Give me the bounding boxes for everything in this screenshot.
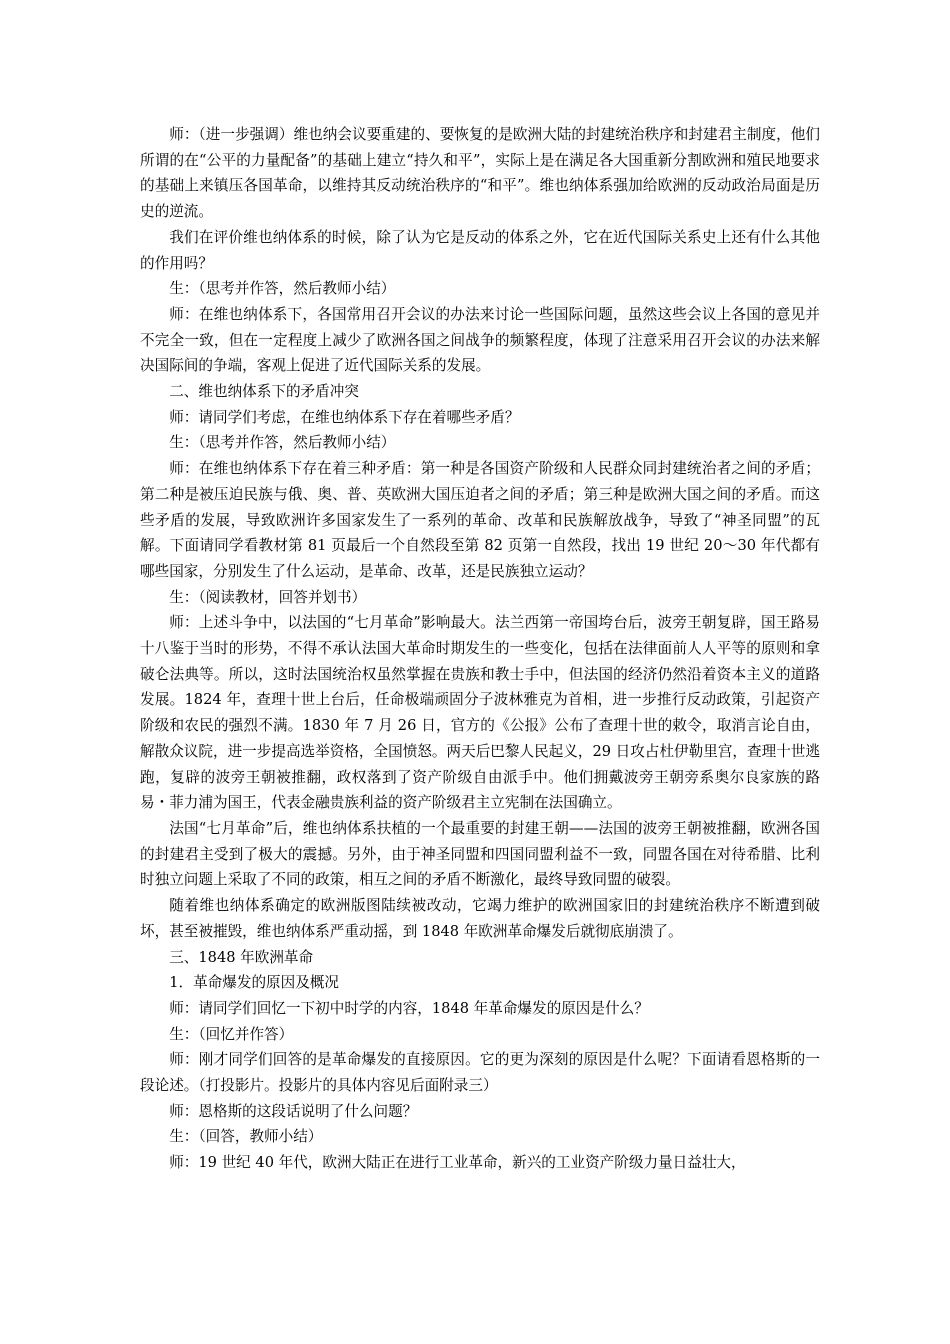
paragraph: 生：（回答，教师小结）: [169, 1128, 323, 1146]
paragraph: 法国“七月革命”后，维也纳体系扶植的一个最重要的封建王朝——法国的波旁王朝被推翻，欧洲各国的封建君主受到了极大的震撼。另外，由于神圣同盟和四国同盟利益不一致，同盟各国在对待希腊、比利时独立问题上采取了不同的政策，相互之间的矛盾不断激化，最终导致同盟的破裂。: [140, 819, 820, 889]
paragraph: 师：19 世纪 40 年代，欧洲大陆正在进行工业革命，新兴的工业资产阶级力量日益壮大，: [169, 1154, 746, 1172]
paragraph: 生：（思考并作答，然后教师小结）: [169, 280, 396, 298]
paragraph: 师：请同学们回忆一下初中时学的内容，1848 年革命爆发的原因是什么？: [169, 999, 649, 1017]
paragraph: 我们在评价维也纳体系的时候，除了认为它是反动的体系之外，它在近代国际关系史上还有什么其他的作用吗？: [140, 228, 820, 272]
section-heading: 三、1848 年欧洲革命: [169, 948, 314, 966]
paragraph: 生：（阅读教材，回答并划书）: [169, 588, 367, 606]
paragraph: 生：（思考并作答，然后教师小结）: [169, 434, 396, 452]
document-body: [140, 122, 820, 1176]
paragraph: 师：请同学们考虑，在维也纳体系下存在着哪些矛盾？: [169, 408, 520, 426]
paragraph: 师：上述斗争中，以法国的“七月革命”影响最大。法兰西第一帝国垮台后，波旁王朝复辟，国王路易十八鉴于当时的形势，不得不承认法国大革命时期发生的一些变化，包括在法律面前人人平等的原则和拿破仑法典等。所以，这时法国统治权虽然掌握在贵族和教士手中，但法国的经济仍然沿着资本主义的道路发展。1824 年，查理十世上台后，任命极端顽固分子波林雅克为首相，进一步推行反动政策，引起资产阶级和农民的强烈不满。1830 年 7 月 26 日，官方的《公报》公布了查理十世的敕令，取消言论自由，解散众议院，进一步提高选举资格，全国愤怒。两天后巴黎人民起义，29 日攻占杜伊勒里宫，查理十世逃跑，复辟的波旁王朝被推翻，政权落到了资产阶级自由派手中。他们拥戴波旁王朝旁系奥尔良家族的路易・菲力浦为国王，代表金融贵族利益的资产阶级君主立宪制在法国确立。: [140, 614, 820, 812]
paragraph: 生：（回忆并作答）: [169, 1025, 294, 1043]
paragraph: 师：刚才同学们回答的是革命爆发的直接原因。它的更为深刻的原因是什么呢？下面请看恩格斯的一段论述。（打投影片。投影片的具体内容见后面附录三）: [140, 1051, 820, 1095]
paragraph: 师：在维也纳体系下，各国常用召开会议的办法来讨论一些国际问题，虽然这些会议上各国的意见并不完全一致，但在一定程度上减少了欧洲各国之间战争的频繁程度，体现了注意采用召开会议的办法来解决国际间的争端，客观上促进了近代国际关系的发展。: [140, 305, 820, 375]
subsection-heading: 1．革命爆发的原因及概况: [169, 974, 340, 992]
paragraph: 师：在维也纳体系下存在着三种矛盾：第一种是各国资产阶级和人民群众同封建统治者之间的矛盾；第二种是被压迫民族与俄、奥、普、英欧洲大国压迫者之间的矛盾；第三种是欧洲大国之间的矛盾。而这些矛盾的发展，导致欧洲许多国家发生了一系列的革命、改革和民族解放战争，导致了“神圣同盟”的瓦解。下面请同学看教材第 81 页最后一个自然段至第 82 页第一自然段，找出 19 世纪 20～30 年代都有哪些国家，分别发生了什么运动，是革命、改革，还是民族独立运动？: [140, 460, 820, 580]
paragraph: 师：恩格斯的这段话说明了什么问题？: [169, 1102, 418, 1120]
paragraph: 随着维也纳体系确定的欧洲版图陆续被改动，它竭力维护的欧洲国家旧的封建统治秩序不断遭到破坏，甚至被摧毁，维也纳体系严重动摇，到 1848 年欧洲革命爆发后就彻底崩溃了。: [140, 897, 820, 940]
paragraph: 师：（进一步强调）维也纳会议要重建的、要恢复的是欧洲大陆的封建统治秩序和封建君主制度，他们所谓的在“公平的力量配备”的基础上建立“持久和平”，实际上是在满足各大国重新分割欧洲和殖民地要求的基础上来镇压各国革命，以维持其反动统治秩序的“和平”。维也纳体系强加给欧洲的反动政治局面是历史的逆流。: [140, 126, 820, 221]
section-heading: 二、维也纳体系下的矛盾冲突: [169, 383, 359, 401]
